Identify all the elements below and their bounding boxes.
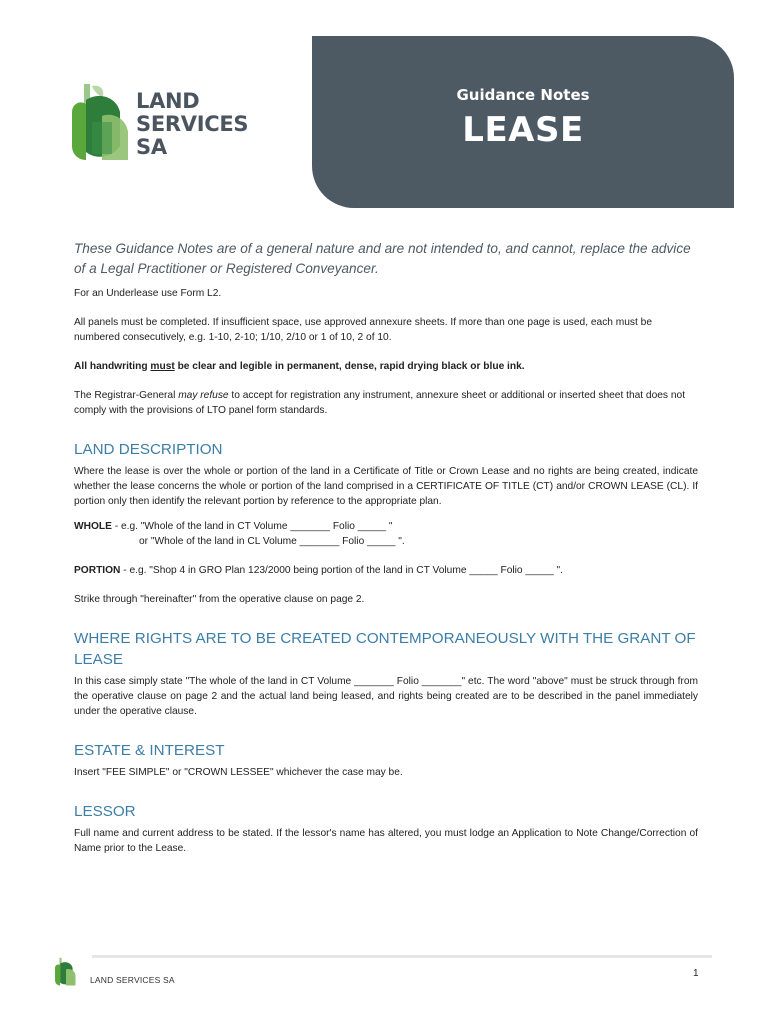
logo-line: LAND <box>136 89 200 113</box>
land-services-logo <box>72 82 262 164</box>
lessor-heading: LESSOR <box>74 803 136 820</box>
whole-label: WHOLE <box>74 521 112 532</box>
footer-divider <box>92 955 712 958</box>
logo-line: SA <box>136 135 167 159</box>
document-body <box>74 239 698 856</box>
whole-line-2: or "Whole of the land in CL Volume _______ Folio _____ ". <box>139 536 405 547</box>
registrar-text-b: to accept for registration any instrument, annexure sheet or additional or inserted sheet that does not comply with the provisions of LTO panel form standards. <box>74 390 686 416</box>
registrar-emphasis: may refuse <box>178 390 229 401</box>
handwriting-text-a: All handwriting <box>74 361 151 372</box>
leaf-logo-icon <box>72 82 132 164</box>
registrar-note <box>74 388 698 418</box>
panels-note: All panels must be completed. If insufficient space, use approved annexure sheets. If more than one page is used, each must be numbered consecutively, e.g. 1-10, 2-10; 1/10, 2/10 or 1 of 10, 2 of 10. <box>74 317 653 343</box>
header-title: LEASE <box>462 110 584 150</box>
header-subtitle: Guidance Notes <box>456 86 590 104</box>
estate-text: Insert "FEE SIMPLE" or "CROWN LESSEE" whichever the case may be. <box>74 767 403 778</box>
portion-text: - e.g. "Shop 4 in GRO Plan 123/2000 being portion of the land in CT Volume _____ Folio _____ ". <box>120 565 563 576</box>
handwriting-text-b: be clear and legible in permanent, dense, rapid drying black or blue ink. <box>174 361 525 372</box>
portion-label: PORTION <box>74 565 121 576</box>
land-description-heading: LAND DESCRIPTION <box>74 441 223 458</box>
lessor-text: Full name and current address to be stated. If the lessor's name has altered, you must lodge an Application to Note Change/Correction of Name prior to the Lease. <box>74 828 698 854</box>
underlease-note: For an Underlease use Form L2. <box>74 288 222 299</box>
estate-heading: ESTATE & INTEREST <box>74 742 225 759</box>
registrar-text-a: The Registrar-General <box>74 390 179 401</box>
whole-line-1: - e.g. "Whole of the land in CT Volume _______ Folio _____ " <box>111 521 393 532</box>
rights-text: In this case simply state "The whole of the land in CT Volume _______ Folio _______" etc. The word "above" must be struck through from the operative clause on page 2 and the actual land being leased, and rights being created are to be described in the panel immediately under the operative clause. <box>74 676 698 717</box>
land-description-text: Where the lease is over the whole or portion of the land in a Certificate of Title or Crown Lease and no rights are being created, indicate whether the lease concerns the whole or portion of the land comprised in a CERTIFICATE OF TITLE (CT) and/or CROWN LEASE (CL). If portion only then identify the relevant portion by reference to the appropriate plan. <box>74 466 698 507</box>
whole-example <box>74 519 698 534</box>
strike-note: Strike through "hereinafter" from the operative clause on page 2. <box>74 594 365 605</box>
disclaimer: These Guidance Notes are of a general nature and are not intended to, and cannot, replace the advice of a Legal Practitioner or Registered Conveyancer. <box>74 241 691 276</box>
handwriting-must: must <box>150 361 175 372</box>
whole-example-2 <box>74 534 698 549</box>
handwriting-note <box>74 359 698 374</box>
logo-line: SERVICES <box>136 112 249 136</box>
footer-brand: LAND SERVICES SA <box>90 975 175 985</box>
footer-leaf-icon <box>55 957 77 987</box>
header-panel <box>312 36 734 208</box>
page-number: 1 <box>693 968 699 979</box>
logo-wordmark <box>136 90 248 159</box>
rights-heading: WHERE RIGHTS ARE TO BE CREATED CONTEMPORANEOUSLY WITH THE GRANT OF LEASE <box>74 630 696 668</box>
portion-example <box>74 563 698 578</box>
